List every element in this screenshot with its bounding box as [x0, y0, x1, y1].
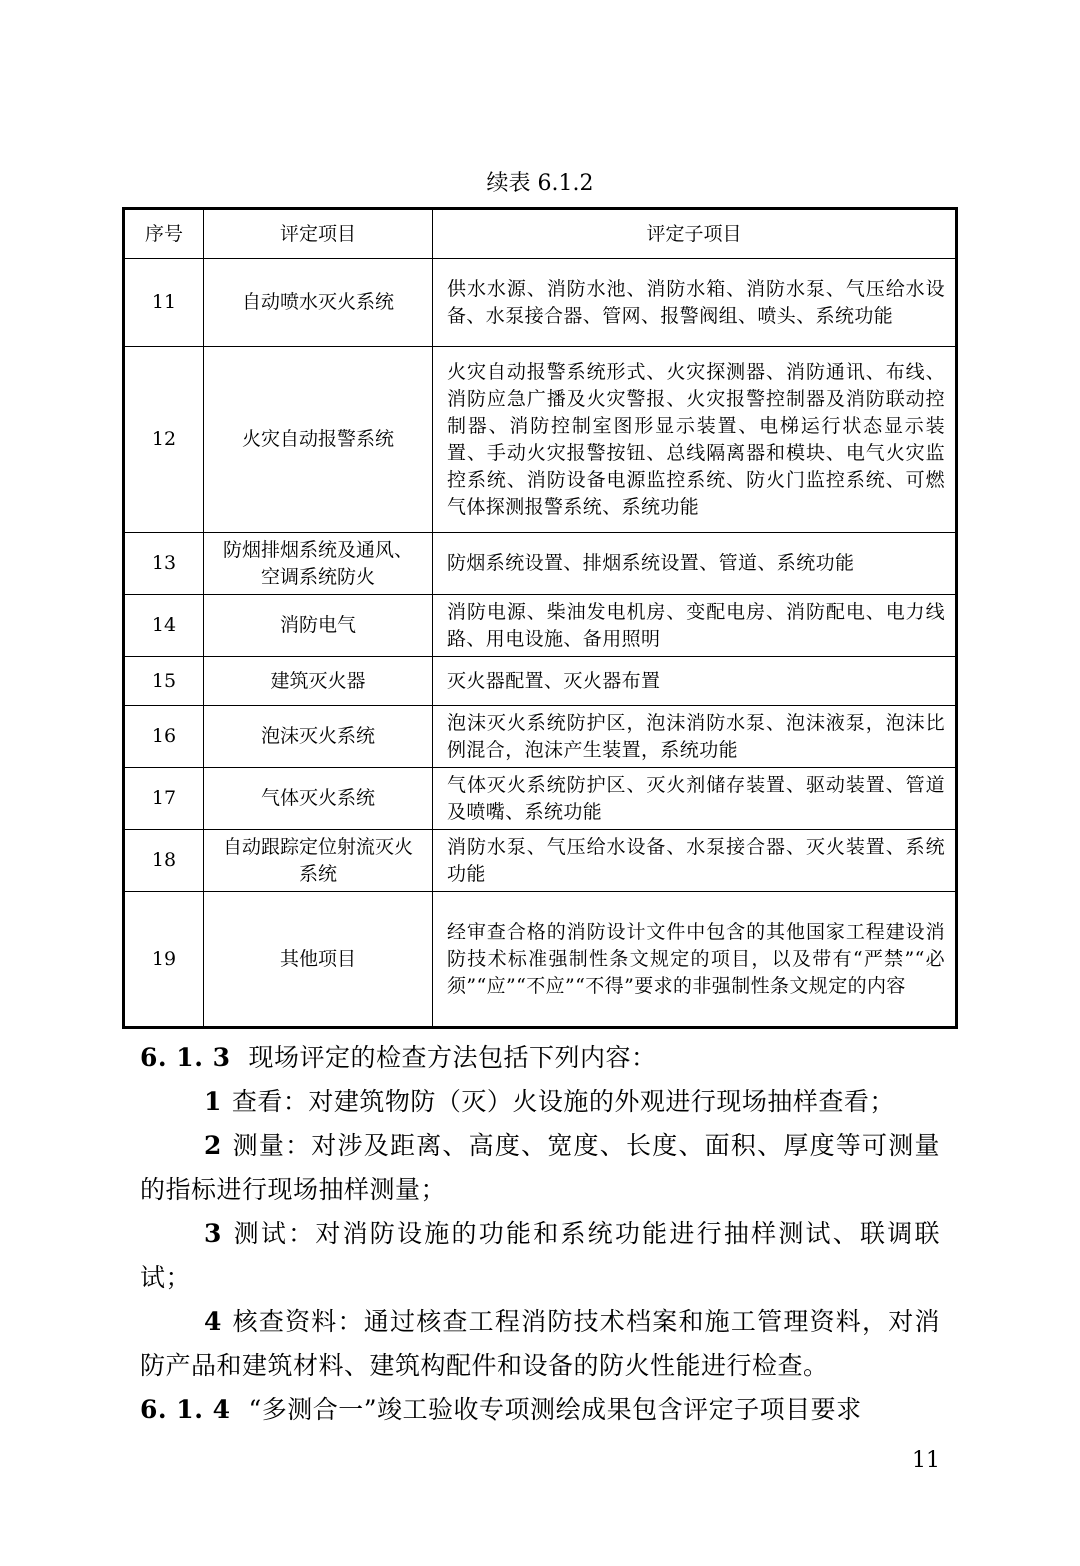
row-item: 消防电气 [204, 595, 433, 657]
row-sub: 防烟系统设置、排烟系统设置、管道、系统功能 [433, 533, 957, 595]
row-sub: 灭火器配置、灭火器布置 [433, 657, 957, 706]
item-text: 查看：对建筑物防（灭）火设施的外观进行现场抽样查看； [231, 1087, 895, 1116]
list-item [140, 1080, 940, 1124]
row-no: 19 [124, 892, 204, 1028]
row-item: 泡沫灭火系统 [204, 706, 433, 768]
item-number: 4 [204, 1307, 222, 1336]
row-item: 自动跟踪定位射流灭火系统 [204, 830, 433, 892]
evaluation-table [122, 207, 958, 1029]
row-no: 15 [124, 657, 204, 706]
table-caption: 续表 6.1.2 [486, 171, 594, 196]
list-item [140, 1300, 940, 1388]
row-item: 防烟排烟系统及通风、空调系统防火 [204, 533, 433, 595]
row-sub: 经审查合格的消防设计文件中包含的其他国家工程建设消防技术标准强制性条文规定的项目，以及带有“严禁”“必须”“应”“不应”“不得”要求的非强制性条文规定的内容 [433, 892, 957, 1028]
clause-6-1-3 [140, 1036, 940, 1432]
row-sub: 泡沫灭火系统防护区，泡沫消防水泵、泡沫液泵，泡沫比例混合，泡沫产生装置，系统功能 [433, 706, 957, 768]
row-sub: 供水水源、消防水池、消防水箱、消防水泵、气压给水设备、水泵接合器、管网、报警阀组、喷头、系统功能 [433, 259, 957, 347]
row-no: 18 [124, 830, 204, 892]
table-row [124, 595, 957, 657]
row-item: 气体灭火系统 [204, 768, 433, 830]
page-number: 11 [912, 1448, 940, 1473]
item-number: 3 [204, 1219, 222, 1248]
clause-number: 6. 1. 4 [140, 1395, 231, 1424]
header-no: 序号 [124, 209, 204, 259]
header-item: 评定项目 [204, 209, 433, 259]
row-no: 13 [124, 533, 204, 595]
item-number: 2 [204, 1131, 222, 1160]
clause-text: “多测合一”竣工验收专项测绘成果包含评定子项目要求 [248, 1395, 862, 1424]
header-sub: 评定子项目 [433, 209, 957, 259]
clause-heading [140, 1036, 940, 1080]
item-number: 1 [204, 1087, 222, 1116]
clause-6-1-4 [140, 1388, 940, 1432]
table-row [124, 347, 957, 533]
row-sub: 气体灭火系统防护区、灭火剂储存装置、驱动装置、管道及喷嘴、系统功能 [433, 768, 957, 830]
item-text: 核查资料：通过核查工程消防技术档案和施工管理资料，对消防产品和建筑材料、建筑构配件和设备的防火性能进行检查。 [140, 1307, 940, 1380]
list-item [140, 1124, 940, 1212]
row-sub: 消防水泵、气压给水设备、水泵接合器、灭火装置、系统功能 [433, 830, 957, 892]
clause-text: 现场评定的检查方法包括下列内容： [248, 1043, 657, 1072]
row-sub: 火灾自动报警系统形式、火灾探测器、消防通讯、布线、消防应急广播及火灾警报、火灾报警控制器及消防联动控制器、消防控制室图形显示装置、电梯运行状态显示装置、手动火灾报警按钮、总线隔离器和模块、电气火灾监控系统、消防设备电源监控系统、防火门监控系统、可燃气体探测报警系统、系统功能 [433, 347, 957, 533]
table-row [124, 892, 957, 1028]
item-text: 测量：对涉及距离、高度、宽度、长度、面积、厚度等可测量的指标进行现场抽样测量； [140, 1131, 940, 1204]
table-header-row [124, 209, 957, 259]
row-item: 火灾自动报警系统 [204, 347, 433, 533]
table-row [124, 706, 957, 768]
row-item: 其他项目 [204, 892, 433, 1028]
item-text: 测试：对消防设施的功能和系统功能进行抽样测试、联调联试； [140, 1219, 940, 1292]
row-item: 自动喷水灭火系统 [204, 259, 433, 347]
row-no: 17 [124, 768, 204, 830]
row-item: 建筑灭火器 [204, 657, 433, 706]
table-row [124, 259, 957, 347]
table-row [124, 768, 957, 830]
clause-number: 6. 1. 3 [140, 1043, 231, 1072]
row-no: 12 [124, 347, 204, 533]
table-row [124, 657, 957, 706]
row-no: 14 [124, 595, 204, 657]
row-no: 11 [124, 259, 204, 347]
table-row [124, 830, 957, 892]
list-item [140, 1212, 940, 1300]
row-sub: 消防电源、柴油发电机房、变配电房、消防配电、电力线路、用电设施、备用照明 [433, 595, 957, 657]
table-row [124, 533, 957, 595]
row-no: 16 [124, 706, 204, 768]
